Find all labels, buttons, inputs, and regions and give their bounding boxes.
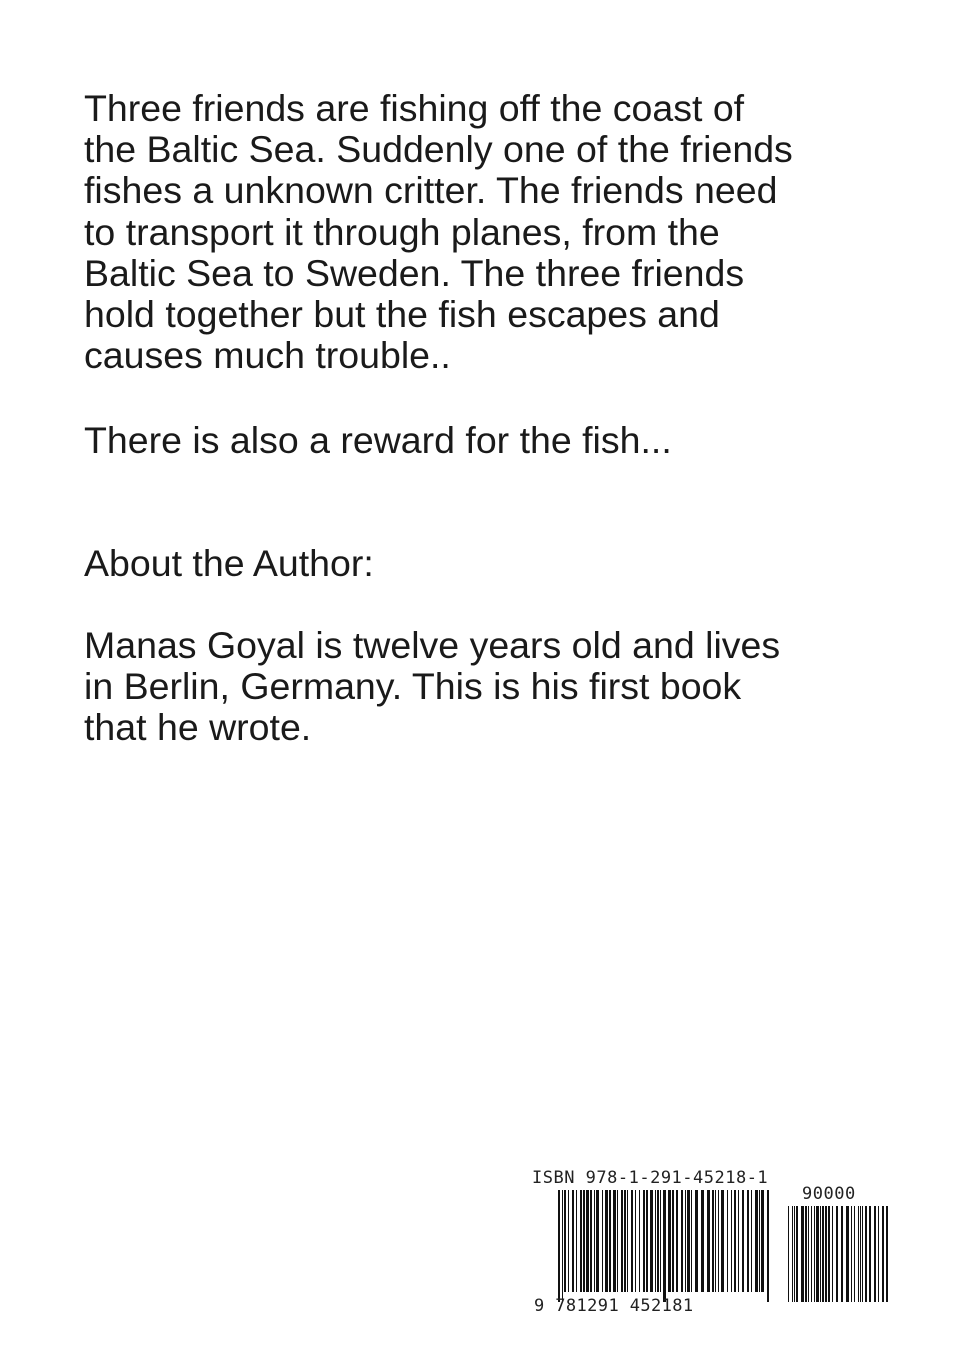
barcode-bar [594,1190,595,1292]
barcode-bar [718,1190,719,1292]
blurb-line: hold together but the fish escapes and [84,293,720,336]
blurb-line: Baltic Sea to Sweden. The three friends [84,251,745,294]
barcode-bar [794,1206,795,1302]
barcode-bar [701,1190,704,1292]
barcode-bar [590,1190,592,1292]
barcode-bar [602,1190,603,1292]
barcode-bar [707,1190,710,1292]
barcode-bar [721,1190,724,1292]
blurb-line: fishes a unknown critter. The friends need [84,169,778,212]
barcode-bar [650,1190,653,1292]
barcode-bar [576,1190,577,1292]
barcode-bar [691,1190,692,1292]
barcode-bar [836,1206,838,1302]
barcode-bar [738,1190,739,1292]
barcode-bar [886,1206,888,1302]
barcode-bar [788,1206,789,1302]
barcode-bar [808,1206,809,1302]
barcode-bar [822,1206,824,1302]
barcode-addon-digits: 90000 [802,1184,856,1204]
reward-teaser: There is also a reward for the fish... [84,419,672,461]
barcode-bar [792,1206,793,1302]
blurb-line: to transport it through planes, from the [84,210,720,253]
barcode-bar [660,1190,661,1292]
isbn-barcode [530,1168,890,1338]
barcode-bar [617,1190,618,1292]
barcode-digits: 9 781291 452181 [534,1296,694,1316]
barcode-bar [814,1206,815,1302]
barcode-bar [878,1206,879,1302]
barcode-bar [747,1190,749,1292]
barcode-bar [646,1190,648,1292]
barcode-bar [580,1190,582,1292]
barcode-bar [731,1190,732,1292]
barcode-bar [755,1190,758,1292]
blurb-line: causes much trouble.. [84,334,451,377]
barcode-bar [685,1190,686,1292]
barcode-bar [572,1190,574,1292]
about-line: in Berlin, Germany. This is his first book [84,665,742,708]
barcode-bar [865,1206,867,1302]
barcode-bar [869,1206,871,1302]
about-line: that he wrote. [84,706,312,749]
barcode-bar [841,1206,843,1302]
barcode-bar [558,1190,560,1302]
about-line: Manas Goyal is twelve years old and lives [84,624,781,666]
barcode-bar [742,1190,744,1292]
barcode-bar [828,1206,830,1302]
barcode-bar [832,1206,833,1302]
barcode-bar [564,1190,566,1292]
barcode-bar [655,1190,656,1292]
barcode-bar [687,1190,690,1292]
barcode-bar [627,1190,628,1292]
blurb-line: Three friends are fishing off the coast of [84,87,745,129]
barcode-bar [767,1190,769,1302]
barcode-bar [882,1206,884,1302]
barcode-bar [759,1190,760,1292]
barcode-bar [715,1190,716,1292]
barcode-bar [613,1190,616,1292]
barcode-bar [801,1206,804,1302]
barcode-bar [727,1190,728,1292]
barcode-bar [712,1190,714,1292]
blurb-line: the Baltic Sea. Suddenly one of the friends [84,128,793,171]
barcode-bar [858,1206,859,1302]
barcode-bar [586,1190,589,1292]
barcode-bar [751,1190,752,1292]
barcode-bar [605,1190,608,1292]
barcode-bar [672,1190,674,1292]
barcode-bar [676,1190,678,1292]
barcode-bar [621,1190,623,1292]
barcode-bar [851,1206,852,1302]
barcode-bar [805,1206,807,1302]
about-author-heading: About the Author: [84,542,374,584]
barcode-bar [631,1190,633,1292]
barcode-bar [695,1190,698,1292]
isbn-label: ISBN 978-1-291-45218-1 [532,1168,769,1188]
barcode-bar [643,1190,645,1292]
about-author-body [84,625,904,749]
barcode-bar [681,1190,683,1292]
barcode-bar [583,1190,585,1292]
book-blurb [84,88,904,376]
barcode-bar [624,1190,626,1292]
barcode-bar [609,1190,611,1292]
barcode-bar [568,1190,569,1292]
barcode-bar [862,1206,863,1302]
barcode-bar [796,1206,798,1302]
barcode-bar [668,1190,671,1292]
barcode-bar [596,1190,599,1292]
barcode-bar [816,1206,819,1302]
barcode-bar [854,1206,855,1302]
barcode-bar [562,1190,563,1302]
barcode-bar [846,1206,849,1302]
barcode-bar [761,1190,764,1292]
barcode-bar [635,1190,636,1292]
barcode-bar [734,1190,736,1292]
barcode-bar [825,1206,827,1302]
barcode-bar [657,1190,659,1292]
barcode-bar [663,1190,666,1302]
barcode-bar [860,1206,861,1302]
barcode-bar [811,1206,812,1302]
barcode-bar [874,1206,876,1302]
barcode-bar [639,1190,640,1292]
barcode-bar [820,1206,821,1302]
